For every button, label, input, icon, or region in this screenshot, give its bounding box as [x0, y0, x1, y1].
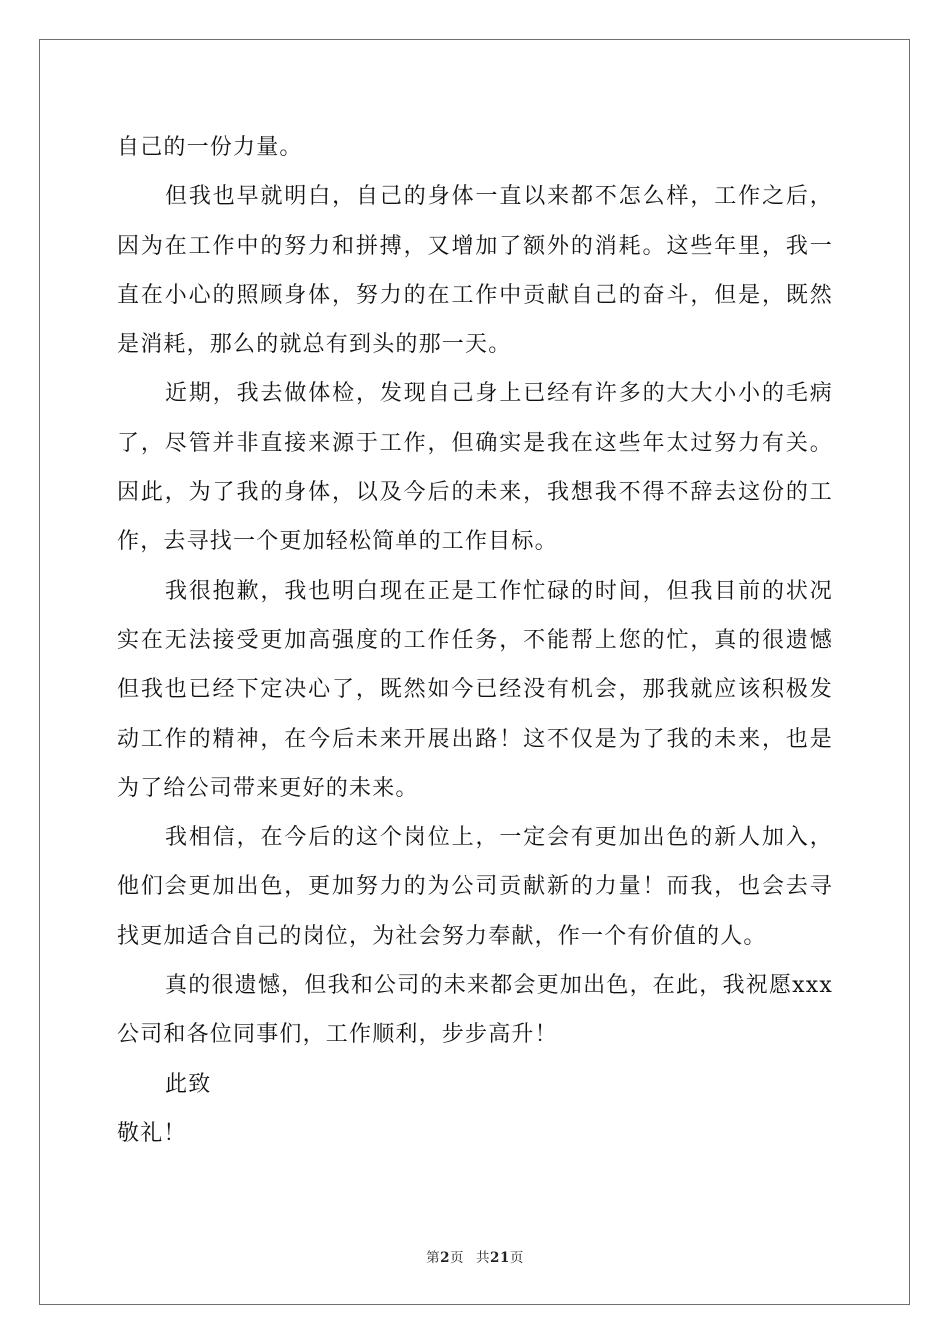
page-footer — [0, 1246, 950, 1266]
salutation-line: 敬礼！ — [117, 1120, 187, 1146]
total-suffix: 页 — [509, 1250, 524, 1266]
page-prefix: 第 — [426, 1250, 441, 1266]
page-suffix: 页 — [450, 1250, 465, 1266]
document-body — [117, 123, 833, 1158]
paragraph: 真的很遗憾，但我和公司的未来都会更加出色，在此，我祝愿xxx公司和各位同事们，工作顺利，步步高升！ — [117, 973, 833, 1048]
paragraph: 我相信，在今后的这个岗位上，一定会有更加出色的新人加入，他们会更加出色，更加努力的为公司贡献新的力量！而我，也会去寻找更加适合自己的岗位，为社会努力奉献，作一个有价值的人。 — [117, 825, 833, 949]
total-pages: 21 — [490, 1250, 510, 1266]
closing-line: 此致 — [165, 1071, 212, 1097]
total-prefix: 共 — [476, 1250, 491, 1266]
paragraph: 但我也早就明白，自己的身体一直以来都不怎么样，工作之后，因为在工作中的努力和拼搏，又增加了额外的消耗。这些年里，我一直在小心的照顾身体，努力的在工作中贡献自己的奋斗，但是，既然是消耗，那么的就总有到头的那一天。 — [117, 184, 833, 358]
paragraph-continued: 自己的一份力量。 — [117, 135, 303, 160]
page-number: 2 — [440, 1250, 451, 1266]
paragraph: 近期，我去做体检，发现自己身上已经有许多的大大小小的毛病了，尽管并非直接来源于工作，但确实是我在这些年太过努力有关。因此，为了我的身体，以及今后的未来，我想我不得不辞去这份的工作，去寻找一个更加轻松简单的工作目标。 — [117, 381, 833, 555]
paragraph: 我很抱歉，我也明白现在正是工作忙碌的时间，但我目前的状况实在无法接受更加高强度的工作任务，不能帮上您的忙，真的很遗憾但我也已经下定决心了，既然如今已经没有机会，那我就应该积极发动工作的精神，在今后未来开展出路！这不仅是为了我的未来，也是为了给公司带来更好的未来。 — [117, 578, 833, 801]
